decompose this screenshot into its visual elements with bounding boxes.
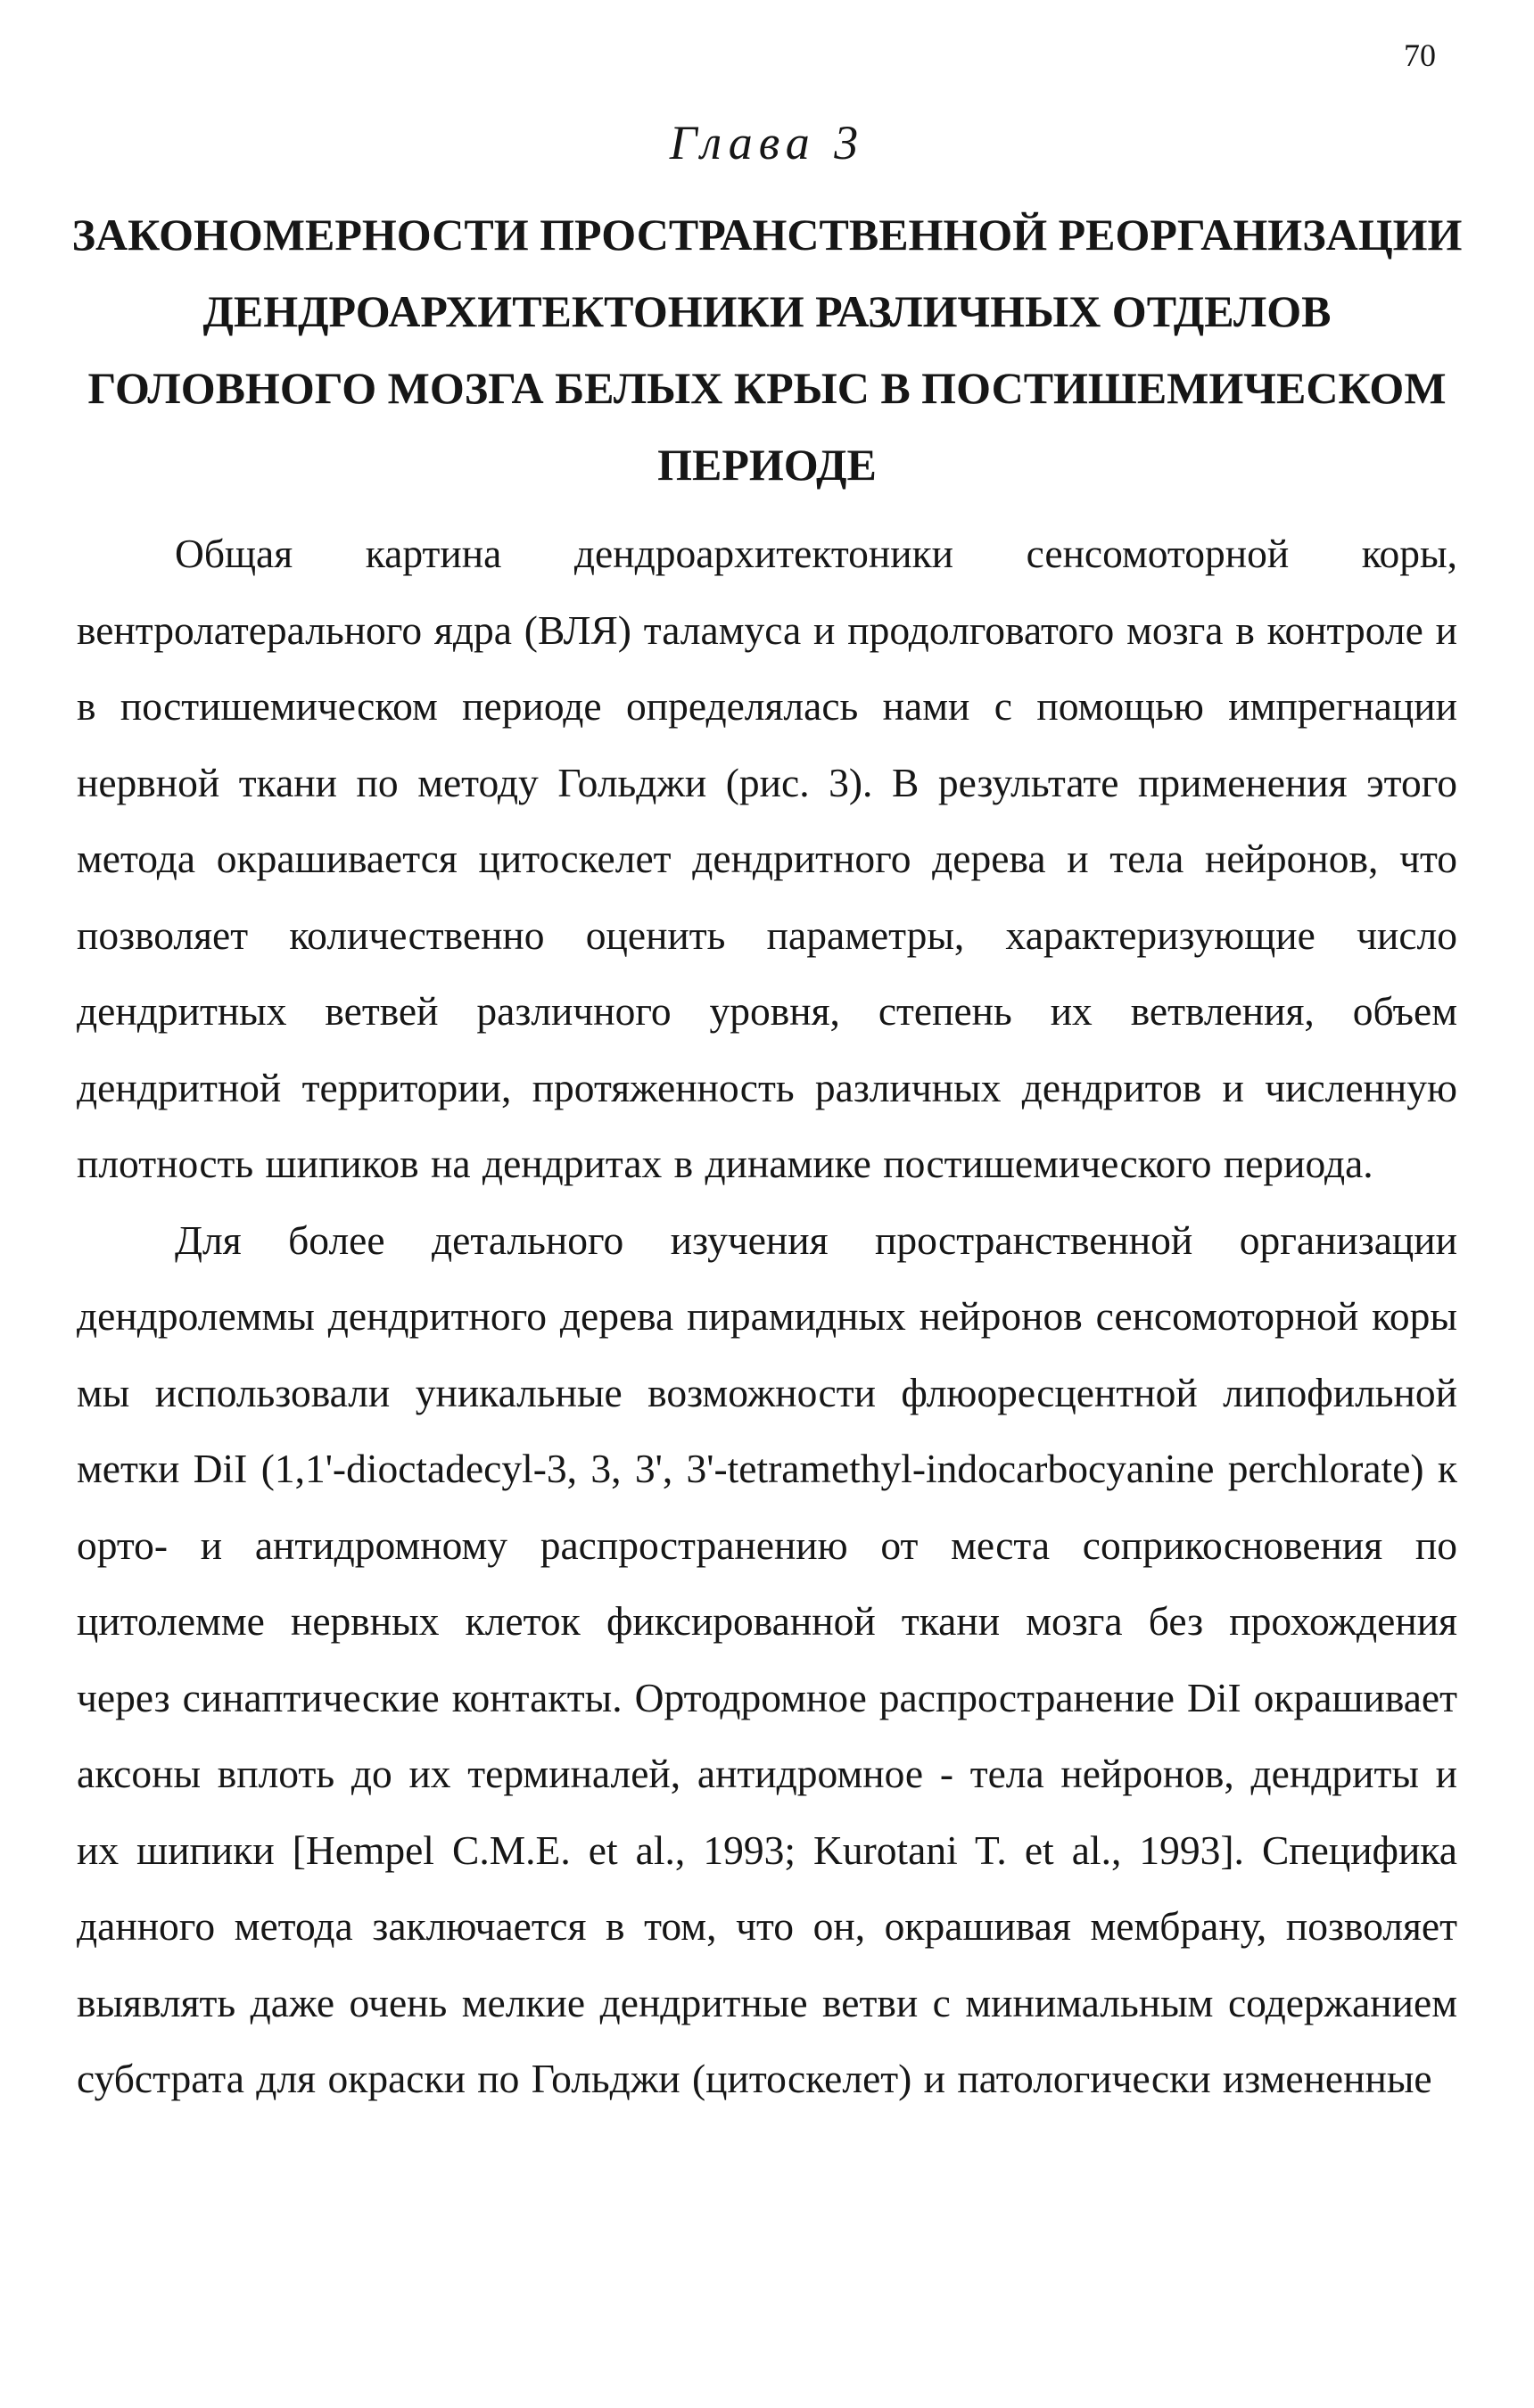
body-text — [77, 515, 1457, 2117]
paragraph-2: Для более детального изучения пространственной организации дендролеммы дендритного дерева пирамидных нейронов сенсомоторной коры мы использовали уникальные возможности флюоресцентной липофильной метки DiI (1,1'-dioctadecyl-3, 3, 3', 3'-tetramethyl-indocarbocyanine perchlorate) к орто- и антидромному распространению от места соприкосновения по цитолемме нервных клеток фиксированной ткани мозга без прохождения через синаптические контакты. Ортодромное распространение DiI окрашивает аксоны вплоть до их терминалей, антидромное - тела нейронов, дендриты и их шипики [Hempel C.M.E. et al., 1993; Kurotani T. et al., 1993]. Специфика данного метода заключается в том, что он, окрашивая мембрану, позволяет выявлять даже очень мелкие дендритные ветви с минимальным содержанием субстрата для окраски по Гольджи (цитоскелет) и патологически измененные — [77, 1216, 1457, 2101]
page-number: 70 — [1404, 37, 1436, 73]
chapter-label: Глава 3 — [669, 116, 865, 169]
paragraph-1: Общая картина дендроархитектоники сенсомоторной коры, вентролатерального ядра (ВЛЯ) таламуса и продолговатого мозга в контроле и в постишемическом периоде определялась нами с помощью импрегнации нервной ткани по методу Гольджи (рис. 3). В результате применения этого метода окрашивается цитоскелет дендритного дерева и тела нейронов, что позволяет количественно оценить параметры, характеризующие число дендритных ветвей различного уровня, степень их ветвления, объем дендритной территории, протяженность различных дендритов и численную плотность шипиков на дендритах в динамике постишемического периода. — [77, 531, 1457, 1186]
chapter-title: ЗАКОНОМЕРНОСТИ ПРОСТРАНСТВЕННОЙ РЕОРГАНИЗАЦИИ ДЕНДРОАРХИТЕКТОНИКИ РАЗЛИЧНЫХ ОТДЕЛОВ ГОЛОВНОГО МОЗГА БЕЛЫХ КРЫС В ПОСТИШЕМИЧЕСКОМ ПЕРИОДЕ — [71, 210, 1463, 490]
